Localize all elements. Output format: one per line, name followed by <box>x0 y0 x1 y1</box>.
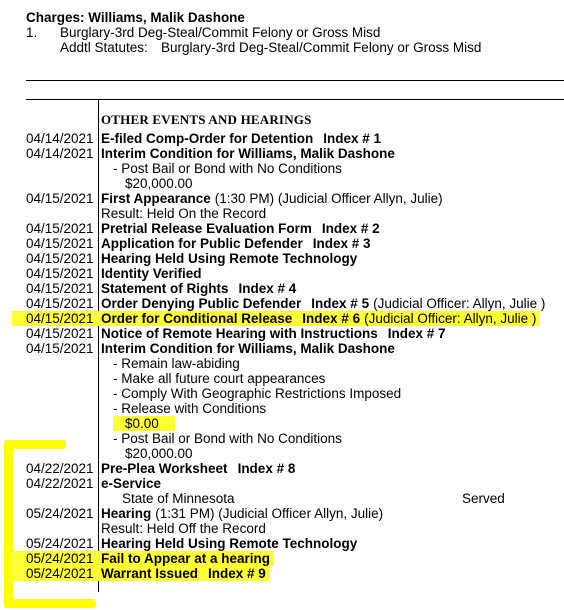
event-row <box>0 446 564 461</box>
event-date: 04/15/2021 <box>26 236 94 251</box>
event-description <box>101 311 536 326</box>
event-row <box>0 131 564 146</box>
event-date: 04/15/2021 <box>26 221 94 236</box>
divider-top <box>26 80 564 81</box>
event-index: Index # 7 <box>387 326 446 341</box>
event-index: Index # 5 <box>311 296 370 311</box>
event-title: Warrant Issued <box>101 566 199 581</box>
event-row <box>0 266 564 281</box>
divider-bottom <box>26 99 564 100</box>
event-row <box>0 236 564 251</box>
event-title: Interim Condition for Williams, Malik Dashone <box>101 341 395 356</box>
event-index: Index # 3 <box>312 236 371 251</box>
event-title: Order for Conditional Release <box>101 311 293 326</box>
event-date: 04/15/2021 <box>26 266 94 281</box>
event-description <box>101 221 380 236</box>
event-description <box>101 251 357 266</box>
charges-header <box>26 10 482 55</box>
event-date: 04/15/2021 <box>26 296 94 311</box>
event-row <box>0 161 564 176</box>
marker-stroke-bottom <box>4 599 96 608</box>
event-row <box>0 476 564 491</box>
condition-item: - Post Bail or Bond with No Conditions <box>113 161 342 176</box>
event-row <box>0 356 564 371</box>
event-title: E-filed Comp-Order for Detention <box>101 131 314 146</box>
event-description <box>101 326 446 341</box>
event-row <box>0 491 564 506</box>
event-title: Order Denying Public Defender <box>101 296 302 311</box>
event-row <box>0 281 564 296</box>
event-date: 04/15/2021 <box>26 341 94 356</box>
event-row <box>0 566 564 581</box>
event-title: Hearing Held Using Remote Technology <box>101 251 358 266</box>
charge-line <box>26 25 381 40</box>
condition-item: - Remain law-abiding <box>113 356 240 371</box>
event-date: 04/15/2021 <box>26 311 94 326</box>
addtl-statutes-line <box>26 40 482 55</box>
event-title: Hearing <box>101 506 152 521</box>
event-detail: (1:30 PM) (Judicial Officer Allyn, Julie) <box>214 191 443 206</box>
event-detail: (1:31 PM) (Judicial Officer Allyn, Julie) <box>155 506 384 521</box>
event-date: 04/15/2021 <box>26 191 94 206</box>
event-title: e-Service <box>101 476 162 491</box>
charge-number: 1. <box>26 25 38 40</box>
event-result: Result: Held On the Record <box>101 206 267 221</box>
event-row <box>0 341 564 356</box>
addtl-statutes-label: Addtl Statutes: <box>60 40 148 55</box>
event-description <box>101 281 296 296</box>
event-date: 04/14/2021 <box>26 146 94 161</box>
event-index: Index # 8 <box>237 461 296 476</box>
event-date: 05/24/2021 <box>26 506 94 521</box>
event-index: Index # 6 <box>302 311 361 326</box>
event-row <box>0 386 564 401</box>
event-index: Index # 1 <box>323 131 382 146</box>
service-status: Served <box>462 491 505 506</box>
addtl-statutes-value: Burglary-3rd Deg-Steal/Commit Felony or Gross Misd <box>161 40 482 55</box>
event-date: 04/14/2021 <box>26 131 94 146</box>
event-row <box>0 371 564 386</box>
event-row <box>0 551 564 566</box>
event-row <box>0 401 564 416</box>
bail-amount: $20,000.00 <box>125 446 193 461</box>
event-row <box>0 326 564 341</box>
event-row <box>0 521 564 536</box>
event-index: Index # 2 <box>321 221 380 236</box>
event-title: Identity Verified <box>101 266 202 281</box>
event-description <box>101 461 295 476</box>
condition-item: - Make all future court appearances <box>113 371 326 386</box>
event-date: 04/15/2021 <box>26 281 94 296</box>
event-title: Pretrial Release Evaluation Form <box>101 221 312 236</box>
event-row <box>0 191 564 206</box>
event-title: Interim Condition for Williams, Malik Dashone <box>101 146 395 161</box>
event-description <box>101 566 266 581</box>
section-title: OTHER EVENTS AND HEARINGS <box>101 112 312 127</box>
event-description <box>101 131 381 146</box>
charges-title: Charges: Williams, Malik Dashone <box>26 10 245 25</box>
event-row <box>0 296 564 311</box>
bail-amount: $20,000.00 <box>125 176 193 191</box>
event-detail: (Judicial Officer: Allyn, Julie ) <box>373 296 546 311</box>
event-description <box>101 236 371 251</box>
condition-item: - Post Bail or Bond with No Conditions <box>113 431 342 446</box>
event-description <box>101 551 270 566</box>
event-row <box>0 221 564 236</box>
event-row <box>0 206 564 221</box>
event-description <box>101 146 395 161</box>
event-row <box>0 506 564 521</box>
charge-text: Burglary-3rd Deg-Steal/Commit Felony or Gross Misd <box>60 25 381 40</box>
event-description <box>101 191 443 206</box>
event-row <box>0 311 564 326</box>
event-index: Index # 4 <box>238 281 297 296</box>
event-row <box>0 461 564 476</box>
event-title: First Appearance <box>101 191 211 206</box>
event-row <box>0 431 564 446</box>
event-description <box>101 341 395 356</box>
event-row <box>0 416 564 431</box>
event-date: 04/15/2021 <box>26 326 94 341</box>
service-party: State of Minnesota <box>122 491 235 506</box>
event-date: 05/24/2021 <box>26 566 94 581</box>
event-date: 04/15/2021 <box>26 251 94 266</box>
event-date: 05/24/2021 <box>26 536 94 551</box>
condition-item: - Comply With Geographic Restrictions Imposed <box>113 386 402 401</box>
event-row <box>0 536 564 551</box>
event-result: Result: Held Off the Record <box>101 521 266 536</box>
event-index: Index # 9 <box>208 566 266 581</box>
event-title: Hearing Held Using Remote Technology <box>101 536 358 551</box>
event-row <box>0 251 564 266</box>
event-description <box>101 506 383 521</box>
event-description <box>101 266 202 281</box>
event-detail: (Judicial Officer: Allyn, Julie ) <box>364 311 537 326</box>
event-date: 04/22/2021 <box>26 476 94 491</box>
event-title: Statement of Rights <box>101 281 229 296</box>
bail-amount: $0.00 <box>113 416 175 431</box>
event-title: Pre-Plea Worksheet <box>101 461 228 476</box>
event-title: Fail to Appear at a hearing <box>101 551 271 566</box>
event-title: Notice of Remote Hearing with Instructions <box>101 326 378 341</box>
event-description <box>101 476 161 491</box>
event-date: 05/24/2021 <box>26 551 94 566</box>
event-title: Application for Public Defender <box>101 236 303 251</box>
event-description <box>101 296 545 311</box>
event-date: 04/22/2021 <box>26 461 94 476</box>
event-row <box>0 176 564 191</box>
condition-item: - Release with Conditions <box>113 401 267 416</box>
event-description <box>101 536 357 551</box>
event-row <box>0 146 564 161</box>
events-list <box>0 131 564 581</box>
